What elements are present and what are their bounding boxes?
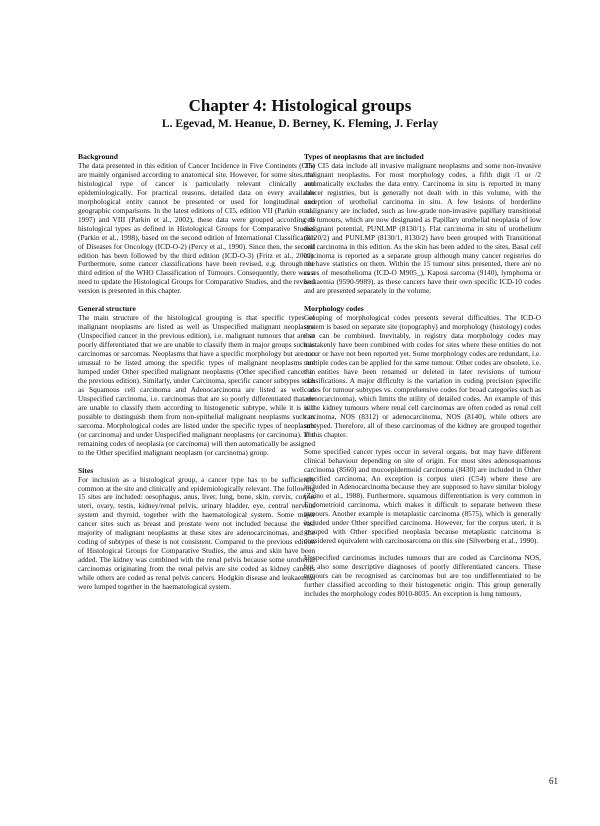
chapter-title: Chapter 4: Histological groups xyxy=(188,96,412,115)
paragraph: Unspecified carcinomas includes tumours that are coded as Carcinoma NOS, but also some descriptive diagnoses of poorly differentiated cancers. These tumours can be recognised as carcinomas but are too undifferentiated to be further classified according to their histogenetic origin. This group generally includes the morphology codes 8010-8035. An exception is lung tumours, xyxy=(304,553,541,598)
paragraph: Some specified cancer types occur in several organs, but may have different clinical behaviour depending on site of origin. For most sites adenosquamous carcinoma (8560) and mucoepidermoid carcinoma (8430) are included in Other specified carcinoma. An exception is corpus uteri (C54) where these are included in Adenocarcinoma because they are supposed to have similar biology (Zaino et al., 1988). Furthermore, squamous differentiation is very common in Endometrioid carcinoma, which makes it difficult to separate between these tumours. Another example is metaplastic carcinoma (8575), which is generally included under Other specified carcinoma. However, for the corpus uteri, it is grouped with Other specified neoplasia because metaplastic carcinoma is considered equivalent with carcinosarcoma on this site (Silverberg et al., 1990). xyxy=(304,446,541,546)
section xyxy=(304,304,541,599)
section-heading-sites: Sites xyxy=(78,465,94,475)
section-heading-general-structure: General structure xyxy=(78,304,136,314)
paragraph: For inclusion as a histological group, a cancer type has to be sufficiently common at the site and clinically and epidemiologically relevant. The following 15 sites are included: oesophagus, anus, liver, lung, bone, skin, cervix, corpus uteri, ovary, testis, kidney/renal pelvis, urinary bladder, eye, central nervous system and thyroid, together with the haematological system. Some major cancer sites such as breast and prostate were not included because the vast majority of malignant neoplasms at these sites are adenocarcinomas, and the coding of subtypes of these is not consistent. Compared to the previous edition of Histological Groups for Comparative Studies, the anus and skin have been added. The kidney was combined with the renal pelvis because some urothelial carcinomas originating from the renal pelvis are site coded as kidney cancers while others are coded as renal pelvis cancers. Hodgkin disease and leukaemias were lumped together in the haematological system. xyxy=(78,474,315,591)
left-column xyxy=(78,152,315,600)
section-heading-morphology-codes: Morphology codes xyxy=(304,304,364,314)
section-heading-background: Background xyxy=(78,152,118,161)
paragraph: The CI5 data include all invasive malignant neoplasms and some non-invasive malignant neoplasms. For most morphology codes, a fifth digit /1 or /2 automatically excludes the data entry. Carcinoma in situ is reported in many cancer registries, but is generally not dealt with in this volume, with the exception of urothelial carcinoma in situ. A few lesions of borderline malignancy are included, such as low-grade non-invasive papillary transitional cell tumours, which are now designated as Papillary urothelial neoplasia of low malignant potential, PUNLMP (8130/1). Flat carcinoma in situ of urothelium (8120/2) and PUNLMP (8130/1, 8130/2) have been grouped with Transitional cell carcinoma in this edition. As the skin has been added to the sites, Basal cell carcinoma is reported as a separate group although many cancer registries do not have statistics on them. Within the 15 tumour sites presented, there are no cases of mesothelioma (ICD-O M905_), Kaposi sarcoma (9140), lymphoma or leukaemia (9590-9989), as these cancers have their own specific ICD-10 codes and are presented separately in the volume. xyxy=(304,161,541,296)
section xyxy=(78,466,315,592)
page-number: 61 xyxy=(549,776,558,786)
section xyxy=(78,152,315,296)
paragraph: The data presented in this edition of Cancer Incidence in Five Continents (CI5) are mainly organised according to anatomical site. However, for some sites, the histological type of cancer is particularly relevant clinically and epidemiologically. For practical reasons, detailed data on every available morphological entity cannot be presented or used for longitudinal and geographic comparisons. In the latest editions of CI5, edition VII (Parkin et al., 1997) and VIII (Parkin et al., 2002), these data were grouped according to histological types as defined in Histological Groups for Comparative Studies (Parkin et al., 1998), based on the second edition of International Classification of Diseases for Oncology (ICD-O-2) (Percy et al., 1990). Since then, the second edition has been followed by the third edition (ICD-O-3) (Fritz et al., 2000). Furthermore, some cancer classifications have been revised, e.g. through the third edition of the WHO Classification of Tumours. Consequently, there was a need to update the Histological Groups for Comparative Studies, and the revised version is presented in this chapter. xyxy=(78,161,315,296)
chapter-authors: L. Egevad, M. Heanue, D. Berney, K. Fleming, J. Ferlay xyxy=(161,117,439,130)
section xyxy=(78,304,315,457)
section xyxy=(304,152,541,296)
right-column xyxy=(304,152,541,607)
paragraph: The main structure of the histological grouping is that specific types of malignant neoplasms are listed as well as Unspecified malignant neoplasms (Unspecified cancer in the previous edition), i.e. malignant tumours that are so poorly differentiated that we are unable to classify them in major groups such as carcinomas or sarcomas. Neoplasms that have a specific morphology but are too unusual to be listed among the specific types of malignant neoplasms are lumped under Other specified malignant neoplasms (Other specified cancer in the previous edition). Similarly, under Carcinoma, specific cancer subtypes such as Squamous cell carcinoma and Adenocarcinoma are listed as well as Unspecified carcinoma, i.e. carcinomas that are so poorly differentiated that we are unable to classify them according to histogenetic subtype, while it is still possible to distinguish them from non-epithelial malignant neoplasms such as sarcoma. Morphological codes are listed under the specific types of neoplasms (or carcinoma) and under Unspecified malignant neoplasms (or carcinoma). The remaining codes of neoplasia (or carcinoma) will then automatically be assigned to the Other specified malignant neoplasm (or carcinoma) group. xyxy=(78,313,315,457)
section-heading-types-of-neoplasms: Types of neoplasms that are included xyxy=(304,152,424,161)
paragraph: Grouping of morphological codes presents several difficulties. The ICD-O system is based on separate site (topography) and morphology (histology) codes that can be combined. Inevitably, in registry data morphology codes may mistakenly have been combined with codes for sites where these entities do not occur or have not been reported yet. Some morphology codes are redundant, i.e. multiple codes can be applied for the same tumour. Other codes are obsolete, i.e. the entities have been renamed or deleted in later revisions of tumour classifications. A major difficulty is the variation in coding precision (specific codes for tumour subtypes vs. comprehensive codes for broad categories such as adenocarcinoma), which limits the utility of detailed codes. An example of this is the kidney tumours where renal cell carcinomas are often coded as renal cell carcinoma, NOS (8312) or adenocarcinoma, NOS (8140), while others are subtyped. Therefore, all of these carcinomas of the kidney are grouped together in this chapter. xyxy=(304,313,541,439)
